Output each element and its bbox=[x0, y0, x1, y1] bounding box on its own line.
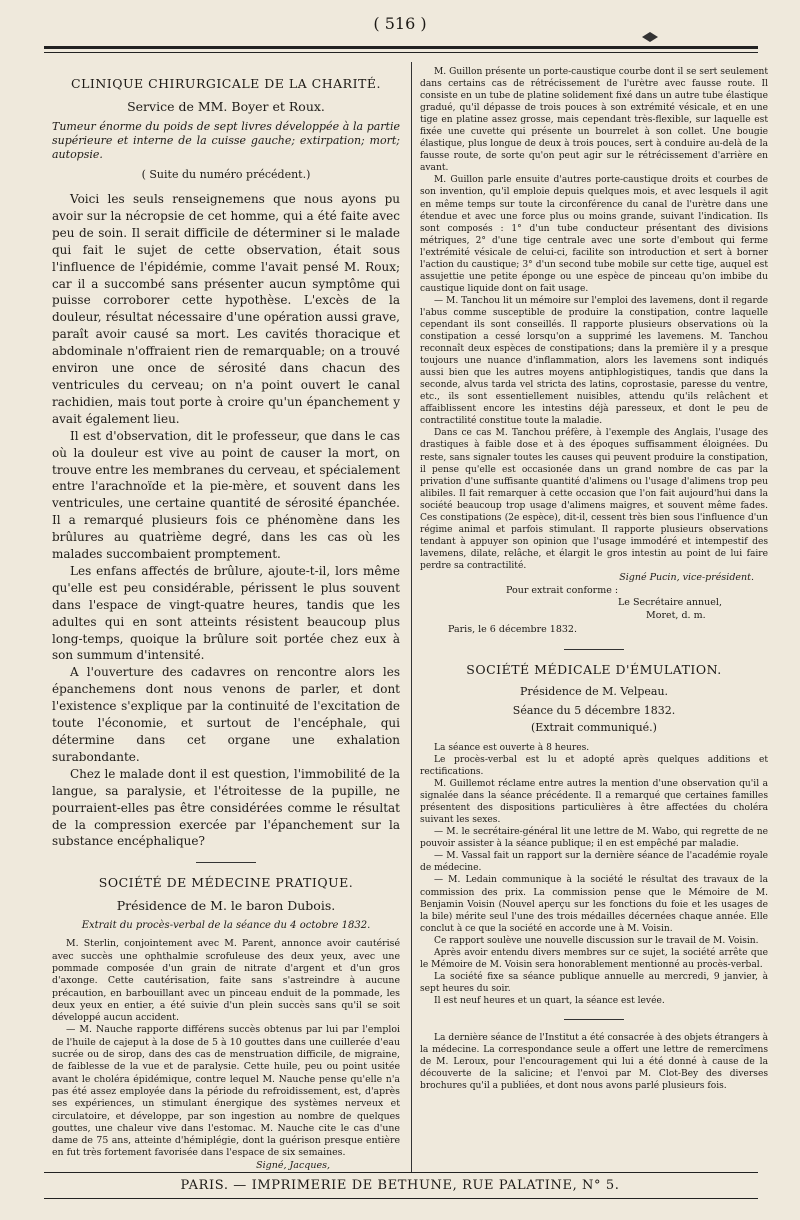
paragraph: — M. Ledain communique à la société le résultat des travaux de la commission des prix. La commission pense que le Mémoire de M. Benjamin Voisin (Nouvel aperçu sur les fonctions du foie et les usages de la bile) mérite seul l'une des trois médailles décernées chaque année. Elle conclut à ce que la société en accorde une à M. Voisin. bbox=[420, 875, 768, 934]
footer-rule bbox=[44, 1172, 758, 1173]
paragraph: A l'ouverture des cadavres on rencontre alors les épanchemens dont nous venons de parler, et dont l'existence s'explique par la continuité de l'excitation de toute l'économie, et surtout de l'encéphale, qui détermine dans cet organe une exhalation surabondante. bbox=[52, 665, 400, 764]
session-date: Séance du 5 décembre 1832. bbox=[512, 703, 676, 717]
paragraph: Dans ce cas M. Tanchou préfère, à l'exemple des Anglais, l'usage des drastiques à faible dose et à des époques suffisamment éloignées. Du reste, sans signaler toutes les causes qui peuvent produire la constipation, il pense qu'elle est occasionée dans un grand nombre de cas par la privation d'une suffisante quantité d'alimens ou l'usage d'alimens trop peu alibiles. Il fait remarquer à cette occasion que l'on fait aujourd'hui dans la société beaucoup trop usage d'alimens maigres, et souvent même fades. Ces constipations (2e espèce), dit-il, cessent très bien sous l'influence d'un régime animal et parfois stimulant. Il rapporte plusieurs observations tendant à appuyer son opinion que l'usage immodéré et intempestif des lavemens, dilate, relâche, et élargit le gros intestin au point de lui faire perdre sa contractilité. bbox=[420, 428, 768, 571]
paragraph: M. Guillon parle ensuite d'autres porte-caustique droits et courbes de son invention, qu'il emploie depuis quelques mois, et avec lesquels il agit en même temps sur toute la circonférence du canal de l'urètre dans une étendue et avec une force plus ou moins grande, suivant l'indication. Ils sont composés : 1° d'un tube conducteur présentant des divisions métriques, 2° d'une tige centrale avec une sorte d'embout qui ferme l'extrémité vésicale de celui-ci, facilite son introduction et sert à borner l'action du caustique; 3° d'un second tube mobile sur cette tige, auquel est assujettie une petite éponge ou une espèce de pinceau qu'on imbibe du caustique liquide dont on fait usage. bbox=[420, 175, 768, 294]
article-service: Service de MM. Boyer et Roux. bbox=[127, 99, 325, 114]
extract-note: Pour extrait conforme : bbox=[506, 584, 619, 596]
paragraph: Chez le malade dont il est question, l'immobilité de la langue, sa paralysie, et l'étroitesse de la pupille, ne pourraient-elles pas être considérées comme le résultat de la compression exercée par l'épanchement sur la substance encéphalique? bbox=[52, 766, 400, 849]
right-column bbox=[420, 66, 768, 1170]
left-column bbox=[52, 66, 400, 1170]
extract-note: (Extrait communiqué.) bbox=[531, 720, 657, 734]
paragraph: — M. Vassal fait un rapport sur la dernière séance de l'académie royale de médecine. bbox=[420, 851, 768, 874]
paragraph: M. Sterlin, conjointement avec M. Parent, annonce avoir cautérisé avec succès une ophthalmie scrofuleuse des deux yeux, avec une pommade composée d'un grain de nitrate d'argent et d'un gros d'axonge. Cette cautérisation, faite sans s'astreindre à aucune précaution, en barbouillant avec un pinceau enduit de la pommade, les deux yeux en entier, a été suivie d'un plein succès sans qu'il se soit développé aucun accident. bbox=[52, 938, 400, 1024]
paragraph: Les enfans affectés de brûlure, ajoute-t-il, lors même qu'elle est peu considérable, périssent le plus souvent dans l'espace de vingt-quatre heures, tandis que les adultes qui en sont atteints résistent beaucoup plus long-temps, quoique la brûlure soit portée chez eux à son summum d'intensité. bbox=[52, 563, 400, 663]
column-separator bbox=[411, 62, 412, 1172]
page-number: ( 516 ) bbox=[373, 14, 427, 33]
paragraph: M. Guillon présente un porte-caustique courbe dont il se sert seulement dans certains cas de rétrécissement de l'urètre avec fausse route. Il consiste en un tube de platine solidement fixé dans un autre tube élastique gradué, qu'il dépasse de trois pouces à son extrémité vésicale, et en une tige en platine assez grosse, mais cependant très-flexible, sur laquelle est fixée une cuvette qui présente un bourrelet à son collet. Une bougie élastique, plus longue de deux à trois pouces, sert à conduire au-delà de la fausse route, de sorte qu'on peut agir sur le rétrécissement d'arrière en avant. bbox=[420, 67, 768, 174]
footer-rule-bottom bbox=[44, 1198, 758, 1199]
paragraph: La société fixe sa séance publique annuelle au mercredi, 9 janvier, à sept heures du soir. bbox=[420, 971, 768, 994]
paragraph: — M. Nauche rapporte différens succès obtenus par lui par l'emploi de l'huile de cajeput à la dose de 5 à 10 gouttes dans une cuillerée d'eau sucrée ou de sirop, dans des cas de menstruation difficile, de migraine, de faiblesse de la vue et de paralysie. Cette huile, peu ou point usitée avant le choléra épidémique, contre lequel M. Nauche pense qu'elle n'a pas été assez employée dans la période du refroidissement, est, d'après ses expériences, un stimulant énergique des systèmes nerveux et circulatoire, et développe, par son ingestion au nombre de quelques gouttes, une chaleur vive dans l'estomac. M. Nauche cite le cas d'une dame de 75 ans, atteinte d'hémiplégie, dont la guérison presque entière en fut très fortement favorisée dans l'espace de six semaines. bbox=[52, 1024, 400, 1159]
society-title: SOCIÉTÉ DE MÉDECINE PRATIQUE. bbox=[98, 875, 354, 891]
paragraph: — M. Tanchou lit un mémoire sur l'emploi des lavemens, dont il regarde l'abus comme susceptible de produire la constipation, contre laquelle cependant ils sont conseillés. Il rapporte plusieurs observations où la constipation a cessé lorsqu'on a supprimé les lavemens. M. Tanchou reconnaît deux espèces de constipations; dans la première il y a presque toujours une nuance d'inflammation, alors les lavemens sont indiqués aussi bien que les autres moyens antiphlogistiques, tandis que dans la seconde, alvus tarda vel stricta des latins, coprostasie, paresse du ventre, etc., ils sont essentiellement nuisibles, attendu qu'ils relâchent et affaiblissent encore les intestins déjà paresseux, et dont le peu de contractilité constitue toute la maladie. bbox=[420, 295, 768, 427]
society-title: SOCIÉTÉ MÉDICALE D'ÉMULATION. bbox=[466, 661, 722, 677]
paragraph: Le procès-verbal est lu et adopté après quelques additions et rectifications. bbox=[420, 754, 768, 778]
article-subtitle: Tumeur énorme du poids de sept livres développée à la partie supérieure et interne de la cuisse gauche; extirpation; mort; autopsie. bbox=[52, 120, 400, 161]
section-divider bbox=[196, 862, 256, 863]
article-title: CLINIQUE CHIRURGICALE DE LA CHARITÉ. bbox=[71, 76, 381, 91]
printer-imprint: PARIS. — IMPRIMERIE DE BETHUNE, RUE PALATINE, N° 5. bbox=[180, 1178, 620, 1193]
paragraph: M. Guillemot réclame entre autres la mention d'une observation qu'il a signalée dans la séance précédente. Il a remarqué que certaines familles présentent des dispositions particulières à être affectées du choléra suivant les sexes. bbox=[420, 779, 768, 826]
paragraph: — M. le secrétaire-général lit une lettre de M. Wabo, qui regrette de ne pouvoir assister à la séance publique; il en est empêché par maladie. bbox=[420, 827, 768, 850]
secretary: Le Secrétaire annuel, bbox=[618, 597, 722, 609]
paragraph: La séance est ouverte à 8 heures. bbox=[434, 742, 590, 753]
paragraph: Ce rapport soulève une nouvelle discussion sur le travail de M. Voisin. bbox=[434, 935, 759, 946]
signature: Signé, Jacques, bbox=[256, 1159, 330, 1170]
paragraph: Voici les seuls renseignemens que nous ayons pu avoir sur la nécropsie de cet homme, qui a été faite avec peu de soin. Il serait difficile de déterminer si le malade qui fait le sujet de cette observation, était sous l'influence de l'épidémie, comme l'avait pensé M. Roux; car il a succombé sans présenter aucun symptôme qui puisse corroborer cette hypothèse. L'excès de la douleur, résultat nécessaire d'une opération aussi grave, paraît avoir causé sa mort. Les cavités thoracique et abdominale n'offraient rien de remarquable; on a trouvé environ une once de sérosité dans chacun des ventricules du cerveau; on n'a point ouvert le canal rachidien, mais tout porte à croire qu'un épanchement y avait également lieu. bbox=[52, 192, 400, 426]
header-rule bbox=[44, 46, 758, 49]
section-divider bbox=[564, 1019, 624, 1020]
dateline: Paris, le 6 décembre 1832. bbox=[448, 624, 577, 636]
paragraph: Il est d'observation, dit le professeur, que dans le cas où la douleur est vive au point de causer la mort, on trouve entre les membranes du cerveau, et spécialement entre l'arachnoïde et la pie-mère, et souvent dans les ventricules, une certaine quantité de sérosité épanchée. Il a remarqué plusieurs fois ce phénomène dans les brûlures au quatrième degré, dans les cas où les malades succombaient promptement. bbox=[52, 428, 400, 562]
paragraph: Il est neuf heures et un quart, la séance est levée. bbox=[434, 995, 665, 1006]
section-divider bbox=[564, 649, 624, 650]
signature: Signé Pucin, vice-président. bbox=[619, 571, 754, 583]
secretary-name: Moret, d. m. bbox=[646, 609, 706, 621]
society-president: Présidence de M. Velpeau. bbox=[519, 684, 669, 698]
printer-ornament-icon bbox=[640, 30, 660, 44]
paragraph: Après avoir entendu divers membres sur ce sujet, la société arrête que le Mémoire de M. Voisin sera honorablement mentionné au procès-verbal. bbox=[420, 947, 768, 970]
header-rule-thin bbox=[44, 52, 758, 53]
minutes-extract: Extrait du procès-verbal de la séance du 4 octobre 1832. bbox=[81, 920, 371, 932]
paragraph: La dernière séance de l'Institut a été consacrée à des objets étrangers à la médecine. La correspondance seule a offert une lettre de remercîmens de M. Leroux, pour l'encouragement qui lui a été donné à cause de la découverte de la salicine; et l'envoi par M. Clot-Bey des diverses brochures qu'il a publiées, et dont nous avons parlé plusieurs fois. bbox=[420, 1032, 768, 1092]
society-president: Présidence de M. le baron Dubois. bbox=[116, 898, 336, 914]
suite-note: ( Suite du numéro précédent.) bbox=[141, 168, 311, 181]
